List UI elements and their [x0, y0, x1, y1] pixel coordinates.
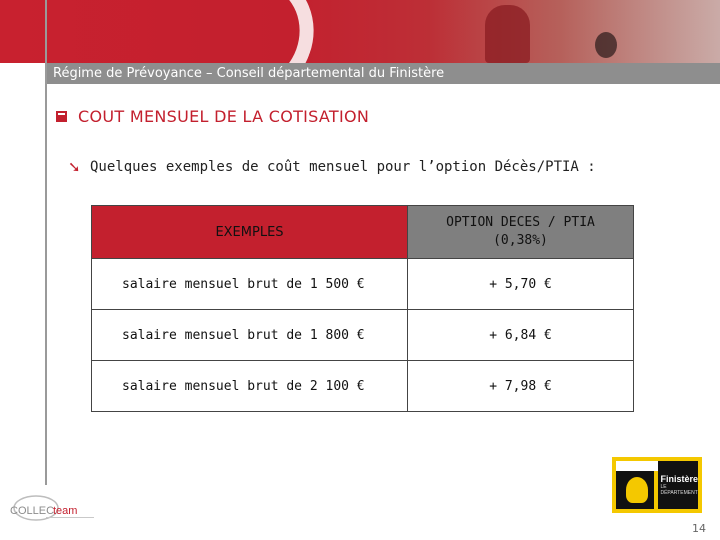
arrow-bullet-icon: ➘: [68, 158, 81, 176]
section-title: COUT MENSUEL DE LA COTISATION: [78, 106, 370, 126]
intro-text: Quelques exemples de coût mensuel pour l’option Décès/PTIA :: [90, 159, 596, 175]
table-row: [92, 310, 634, 361]
square-bullet-icon: [56, 111, 67, 122]
banner-photo: [430, 0, 720, 63]
collecteam-logo: [8, 490, 98, 526]
row-value: + 5,70 €: [408, 259, 634, 310]
finistere-wordmark: Finistère LE DÉPARTEMENT: [658, 461, 698, 509]
section-heading: [56, 106, 369, 126]
header-banner: [0, 0, 720, 63]
row-value: + 6,84 €: [408, 310, 634, 361]
banner-photo-figure: [595, 32, 617, 58]
banner-swoosh-graphic: [177, 0, 332, 63]
cost-table: [91, 205, 634, 412]
intro-line: [68, 158, 596, 176]
header-option-rate: (0,38%): [493, 233, 548, 248]
header-option: [408, 206, 634, 259]
table-header-row: [92, 206, 634, 259]
row-label: salaire mensuel brut de 2 100 €: [92, 361, 408, 412]
banner-photo-figure: [485, 5, 530, 63]
finistere-shield-icon: [616, 461, 654, 509]
header-examples: EXEMPLES: [92, 206, 408, 259]
table-row: [92, 259, 634, 310]
svg-text:COLLEC: COLLEC: [10, 505, 55, 517]
finistere-logo: [612, 457, 702, 513]
row-label: salaire mensuel brut de 1 800 €: [92, 310, 408, 361]
table-row: [92, 361, 634, 412]
row-value: + 7,98 €: [408, 361, 634, 412]
page-number: 14: [692, 522, 706, 535]
row-label: salaire mensuel brut de 1 500 €: [92, 259, 408, 310]
slide-subtitle: Régime de Prévoyance – Conseil départemental du Finistère: [47, 63, 720, 84]
svg-text:team: team: [53, 505, 78, 517]
header-option-line1: OPTION DECES / PTIA: [446, 215, 595, 230]
